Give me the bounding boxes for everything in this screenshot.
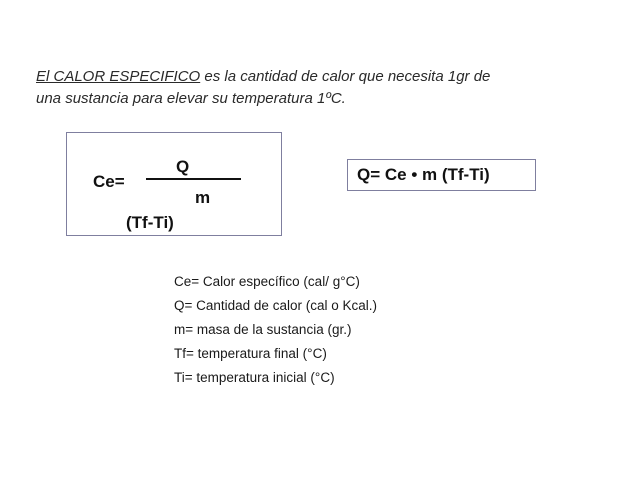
- formula-denominator-mass: m: [195, 188, 211, 207]
- legend-item-ti: Ti= temperatura inicial (°C): [174, 370, 335, 385]
- definition-text: [36, 66, 596, 110]
- definition-line-1: es la cantidad de calor que necesita 1gr de: [200, 68, 491, 85]
- legend-item-tf: Tf= temperatura final (°C): [174, 346, 327, 361]
- defined-term: El CALOR ESPECIFICO: [36, 68, 201, 85]
- legend-item-ce: Ce= Calor específico (cal/ g°C): [174, 274, 360, 289]
- heat-formula-box: Q= Ce • m (Tf-Ti): [347, 159, 536, 191]
- definition-line-2: una sustancia para elevar su temperatura 1ºC.: [36, 90, 346, 107]
- variable-legend: [174, 270, 377, 390]
- formula-denominator-temperature: (Tf-Ti): [126, 213, 174, 232]
- fraction-line: [146, 178, 241, 180]
- legend-item-q: Q= Cantidad de calor (cal o Kcal.): [174, 298, 377, 313]
- formula-numerator: Q: [176, 157, 190, 176]
- formula-ce-label: Ce=: [93, 172, 125, 191]
- legend-item-m: m= masa de la sustancia (gr.): [174, 322, 352, 337]
